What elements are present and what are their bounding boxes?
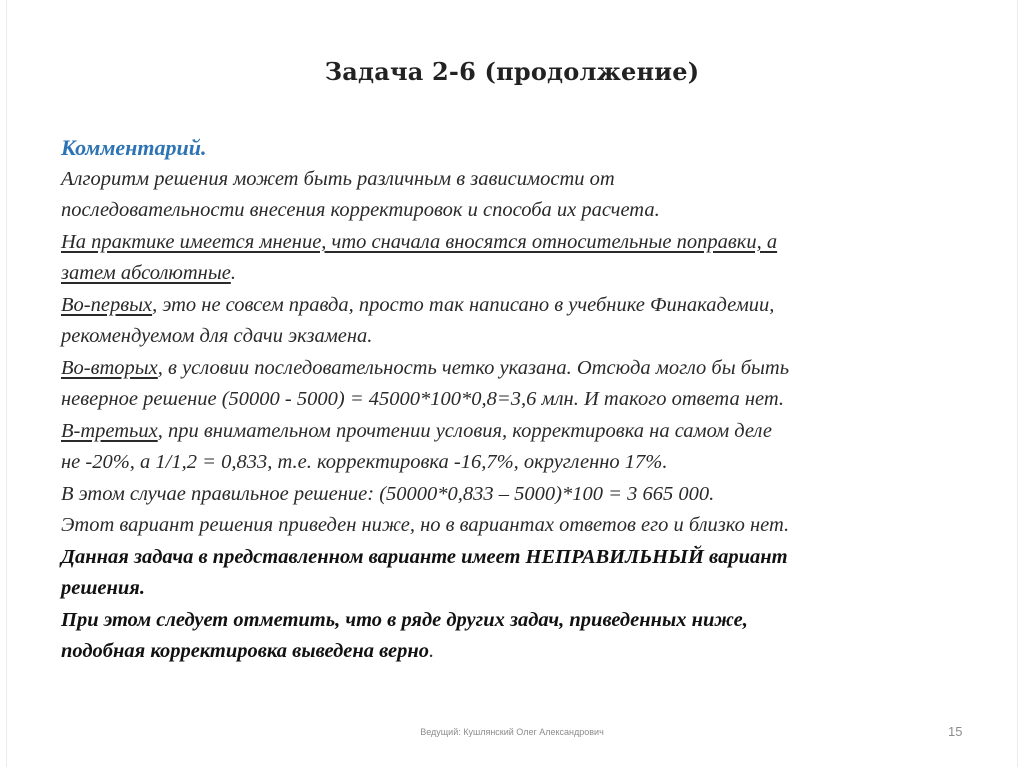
comment-heading: Комментарий. [61,135,207,160]
bold-text-line: Данная задача в представленном варианте имеет НЕПРАВИЛЬНЫЙ вариант [61,545,788,568]
text-line [61,290,991,322]
text-line-underlined: На практике имеется мнение, что сначала вносятся относительные поправки, а [61,230,778,253]
second-point-text: , в условии последовательность четко указана. Отсюда могло бы быть [157,356,790,379]
text-line: В этом случае правильное решение: (50000*0,833 – 5000)*100 = 3 665 000. [61,482,715,505]
bold-phrase: подобная корректировка выведена верно [61,640,429,662]
slide-body [61,132,991,668]
second-point-label: Во-вторых [61,356,158,379]
line-end-punct: . [428,640,435,662]
text-line [61,258,991,290]
third-point-label: В-третьих [61,419,158,442]
third-point-text: , при внимательном прочтении условия, корректировка на самом деле [157,419,773,442]
footer-presenter: Ведущий: Кушлянский Олег Александрович [420,727,604,737]
first-point-text: , это не совсем правда, просто так написано в учебнике Финакадемии, [152,293,775,316]
text-line: рекомендуемом для сдачи экзамена. [61,325,373,347]
text-line: Алгоритм решения может быть различным в зависимости от [61,167,615,190]
text-line [61,416,991,448]
underlined-phrase: затем абсолютные [61,262,231,284]
text-line [61,636,991,668]
bold-text-line: решения. [61,577,145,599]
text-line: неверное решение (50000 - 5000) = 45000*100*0,8=3,6 млн. И такого ответа нет. [61,388,784,410]
bold-text-line: При этом следует отметить, что в ряде других задач, приведенных ниже, [61,608,748,631]
text-line: последовательности внесения корректировок и способа их расчета. [61,199,660,221]
page-number: 15 [948,724,963,739]
text-line [61,353,991,385]
first-point-label: Во-первых [61,293,153,316]
line-end-punct: . [230,262,236,284]
slide-title: Задача 2-6 (продолжение) [324,57,700,86]
text-line: не -20%, а 1/1,2 = 0,833, т.е. корректировка -16,7%, округленно 17%. [61,451,668,473]
text-line: Этот вариант решения приведен ниже, но в вариантах ответов его и близко нет. [61,514,790,536]
